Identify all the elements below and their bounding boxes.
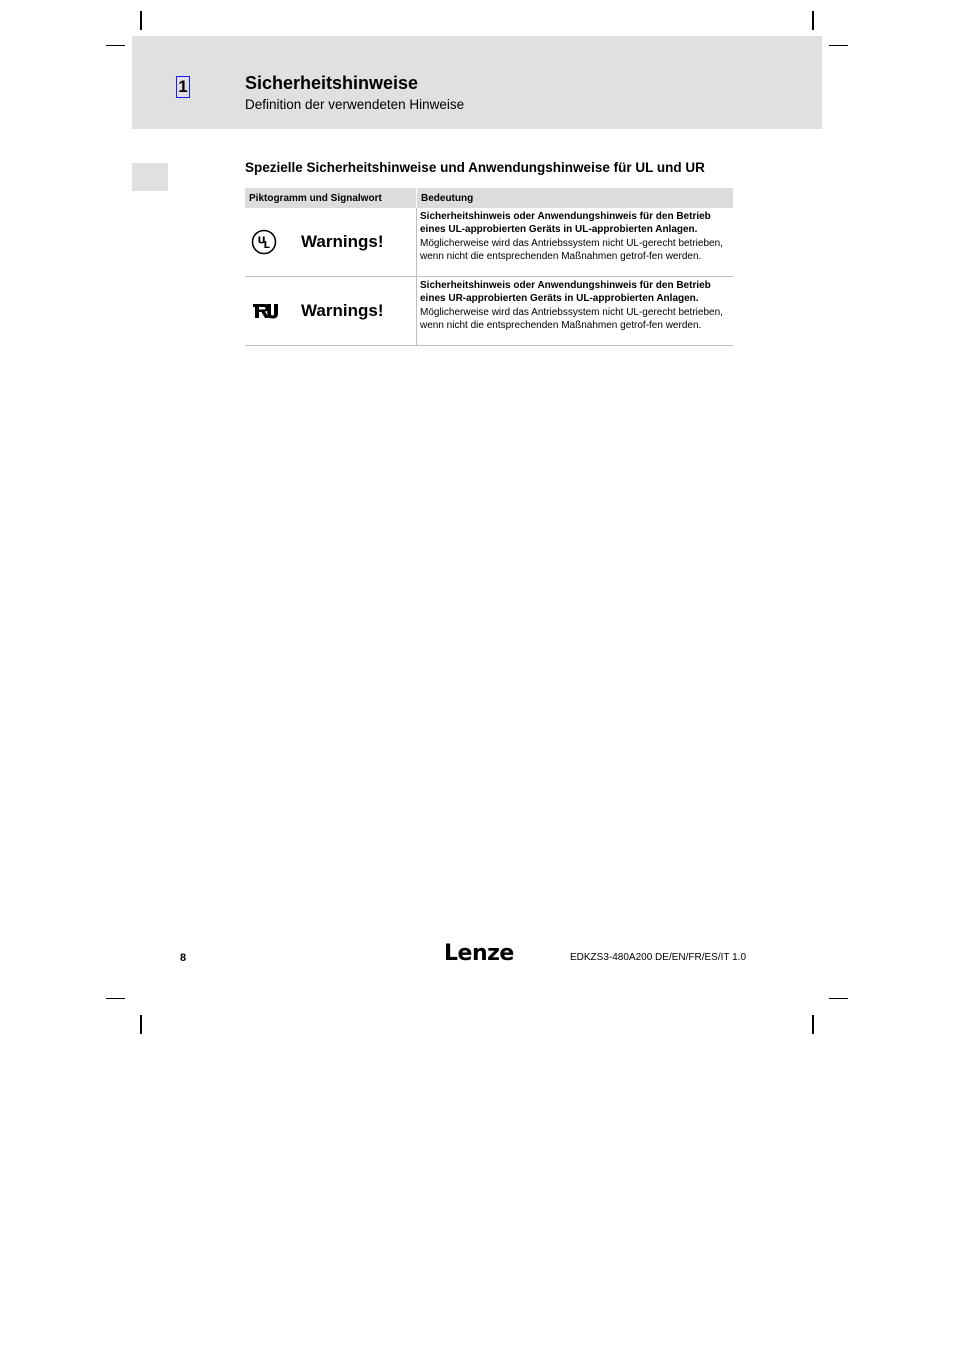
table-row <box>245 277 733 346</box>
crop-mark <box>812 11 814 30</box>
table-row <box>245 208 733 277</box>
hint-table <box>245 188 733 346</box>
crop-mark <box>140 11 142 30</box>
meaning-cell <box>417 208 734 277</box>
crop-mark <box>106 45 125 46</box>
crop-mark <box>812 1015 814 1034</box>
column-header-meaning: Bedeutung <box>417 188 734 208</box>
signal-word: Warnings! <box>301 232 384 252</box>
ur-recognized-icon <box>249 301 295 321</box>
crop-mark <box>140 1015 142 1034</box>
meaning-text: Möglicherweise wird das Antriebssystem nicht UL-gerecht betrieben, wenn nicht die entsprechenden Maßnahmen getrof-fen werden. <box>420 306 723 331</box>
crop-mark <box>106 998 125 999</box>
table-header-row <box>245 188 733 208</box>
pictogram-cell <box>245 277 417 346</box>
section-heading: Spezielle Sicherheitshinweise und Anwendungshinweise für UL und UR <box>245 160 705 175</box>
crop-mark <box>829 998 848 999</box>
chapter-number-link[interactable]: 1 <box>176 76 190 98</box>
meaning-bold-text: Sicherheitshinweis oder Anwendungshinweis für den Betrieb eines UL-approbierten Geräts in UL-approbierten Anlagen. <box>420 211 711 236</box>
document-id: EDKZS3-480A200 DE/EN/FR/ES/IT 1.0 <box>570 952 747 963</box>
crop-mark <box>829 45 848 46</box>
header-band <box>132 36 822 129</box>
pictogram-cell <box>245 208 417 277</box>
meaning-bold-text: Sicherheitshinweis oder Anwendungshinweis für den Betrieb eines UR-approbierten Geräts in UL-approbierten Anlagen. <box>420 280 711 305</box>
svg-text:L: L <box>263 240 270 251</box>
ul-listed-icon <box>249 229 295 255</box>
svg-text:U: U <box>257 235 266 247</box>
meaning-text: Möglicherweise wird das Antriebssystem nicht UL-gerecht betrieben, wenn nicht die entsprechenden Maßnahmen getrof-fen werden. <box>420 237 723 262</box>
column-header-pictogram: Piktogramm und Signalwort <box>245 188 417 208</box>
signal-word: Warnings! <box>301 301 384 321</box>
chapter-subtitle: Definition der verwendeten Hinweise <box>245 97 465 112</box>
chapter-title: Sicherheitshinweise <box>245 73 419 93</box>
meaning-cell <box>417 277 734 346</box>
page-number: 8 <box>180 952 187 964</box>
side-tab <box>132 163 168 191</box>
lenze-logo: Lenze <box>444 941 514 966</box>
